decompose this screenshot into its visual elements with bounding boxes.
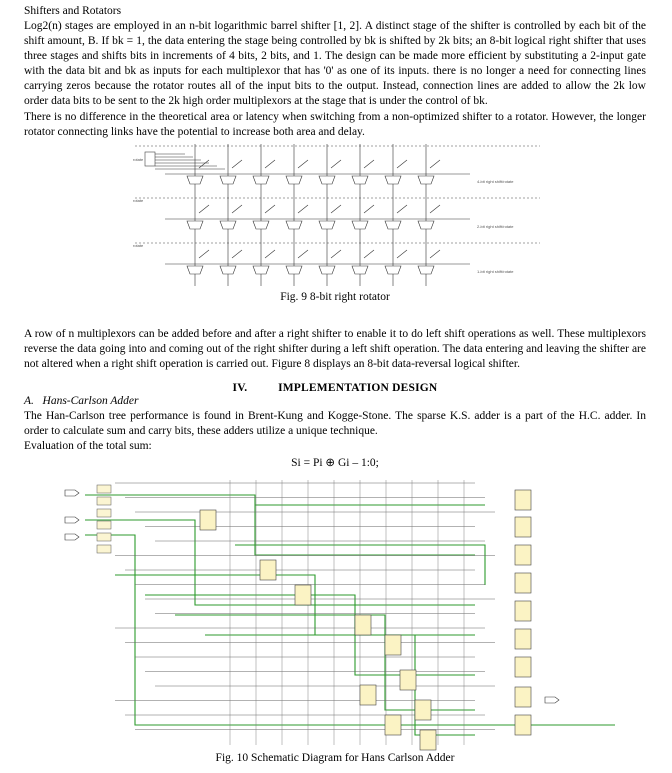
figure-hans-carlson-schematic: [55, 475, 615, 751]
fig9-mux: [220, 221, 236, 229]
fig9-mux: [220, 266, 236, 274]
prefix-cell: [295, 585, 311, 605]
evaluation-label: Evaluation of the total sum:: [24, 440, 152, 453]
prefix-cell: [415, 700, 431, 720]
fig9-stage-label-2bit: 2-bit right shift/rotate: [477, 223, 514, 229]
input-port-icon: [65, 490, 79, 496]
fig9-mux: [352, 176, 368, 184]
fig9-mux: [286, 266, 302, 274]
paragraph-rotator: There is no difference in the theoretical area or latency when switching from a non-optimized shifter to a rotator. However, the longer rotator connecting links have the potential to increase both area and delay.: [24, 110, 646, 138]
fig9-stage-label-4bit: 4-bit right shift/rotate: [477, 178, 514, 184]
paragraph-data-reversal: A row of n multiplexors can be added before and after a right shifter to enable it to do left shift operations as well. These multiplexors reverse the data going into and coming out of the right shifter during a left shift operation. The data entering and leaving the shifter are not altered when a right shift operation is carried out. Figure 8 displays an 8-bit data-reversal logical shifter.: [24, 327, 646, 370]
prefix-cell: [385, 715, 401, 735]
fig9-mux: [187, 176, 203, 184]
output-port-icon: [545, 697, 559, 703]
fig9-rotate-label-1: rotate: [133, 156, 144, 162]
fig9-mux: [220, 176, 236, 184]
prefix-cell: [400, 670, 416, 690]
fig9-mux: [352, 221, 368, 229]
prefix-cell: [515, 490, 531, 510]
prefix-cell: [515, 687, 531, 707]
section-heading-implementation: IV. IMPLEMENTATION DESIGN: [232, 382, 438, 395]
prefix-cell: [355, 615, 371, 635]
subsection-heading-hans-carlson: A. Hans-Carlson Adder: [24, 395, 139, 408]
fig9-rotate-label-2: rotate: [133, 197, 144, 203]
fig9-mux: [253, 266, 269, 274]
input-port-icon: [65, 534, 79, 540]
paragraph-barrel-shifter: Log2(n) stages are employed in an n-bit logarithmic barrel shifter [1, 2]. A distinct stage of the shifter is controlled by each bit of the shift amount, B. If bk = 1, the data entering the stage being controlled by bk is shifted by 2k bits; an 8-bit logical right shifter that uses three stages and shifts bits in increments of 4 bits, 2 bits, and 1. The design can be made more efficient by substituting a 2-input gate with the data bit and bk as inputs for each multiplexor that has '0' as one of its inputs. there is no longer a need for connecting lines carrying zeros because the rotator routes all of the input bits to the output. Instead, connection lines are added to allow the 2k low order data bits to be sent to the 2k high order multiplexors at the stage that is under the control of bk.: [24, 20, 646, 108]
prefix-cell: [515, 545, 531, 565]
fig9-mux: [286, 221, 302, 229]
logic-cell: [97, 497, 111, 505]
fig9-mux: [253, 221, 269, 229]
prefix-cell: [515, 629, 531, 649]
figure-10-caption: Fig. 10 Schematic Diagram for Hans Carlson Adder: [215, 752, 455, 765]
prefix-cell: [360, 685, 376, 705]
logic-cell: [97, 545, 111, 553]
prefix-cell: [515, 517, 531, 537]
fig9-mux: [319, 176, 335, 184]
fig9-mux: [385, 221, 401, 229]
fig9-rotate-label-3: rotate: [133, 242, 144, 248]
prefix-cell: [260, 560, 276, 580]
fig9-mux: [352, 266, 368, 274]
fig9-mux: [418, 221, 434, 229]
prefix-cell: [420, 730, 436, 750]
prefix-cell: [515, 657, 531, 677]
figure-8bit-rotator: [125, 140, 545, 290]
fig9-mux: [319, 221, 335, 229]
fig9-stage-label-1bit: 1-bit right shift/rotate: [477, 268, 514, 274]
section-heading-shifters: Shifters and Rotators: [24, 5, 122, 17]
paragraph-han-carlson: The Han-Carlson tree performance is found in Brent-Kung and Kogge-Stone. The sparse K.S. adder is a part of the H.C. adder. In order to calculate sum and carry bits, these adders utilize a unique technique.: [24, 410, 646, 438]
prefix-cell: [385, 635, 401, 655]
figure-9-caption: Fig. 9 8-bit right rotator: [280, 290, 390, 303]
logic-cell: [97, 485, 111, 493]
fig9-mux: [385, 176, 401, 184]
paper-page: [24, 4, 646, 766]
input-port-icon: [65, 517, 79, 523]
fig9-mux: [418, 176, 434, 184]
prefix-cell: [515, 573, 531, 593]
fig9-mux: [385, 266, 401, 274]
fig9-mux: [187, 266, 203, 274]
prefix-cell: [515, 715, 531, 735]
logic-cell: [97, 509, 111, 517]
fig9-mux: [418, 266, 434, 274]
prefix-cell: [200, 510, 216, 530]
sum-equation: Si = Pi ⊕ Gi – 1:0;: [291, 457, 379, 470]
fig9-mux: [253, 176, 269, 184]
fig9-mux: [286, 176, 302, 184]
prefix-cell: [515, 601, 531, 621]
fig9-mux: [319, 266, 335, 274]
logic-cell: [97, 521, 111, 529]
fig9-mux: [187, 221, 203, 229]
logic-cell: [97, 533, 111, 541]
